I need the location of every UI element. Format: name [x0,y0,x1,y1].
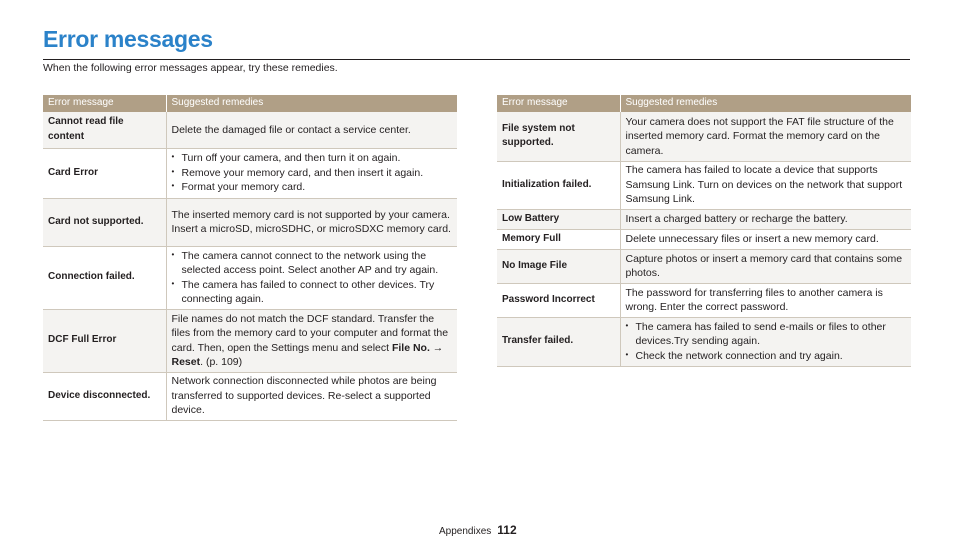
table-row [497,161,911,209]
remedy-cell: Insert a charged battery or recharge the battery. [620,209,911,229]
table-row [497,283,911,317]
remedy-bullet-list [172,151,453,195]
remedy-cell: Delete the damaged file or contact a service center. [166,112,457,148]
remedy-cell: Delete unnecessary files or insert a new memory card. [620,229,911,249]
page-title: Error messages [43,26,213,52]
column-header-suggested-remedies: Suggested remedies [620,95,911,112]
table-row [43,148,457,198]
menu-item-reset: Reset [171,356,201,368]
remedy-bullet-item: • Turn off your camera, and then turn it on again. [172,151,453,166]
remedy-cell: Your camera does not support the FAT file structure of the inserted memory card. Format the memory card on the camera. [620,112,911,161]
remedy-bullet-item: • Remove your memory card, and then insert it again. [172,166,453,181]
table-row [497,112,911,161]
remedy-cell [166,246,457,309]
page-footer [439,523,517,537]
remedy-cell: Capture photos or insert a memory card that contains some photos. [620,249,911,283]
table-header-row [43,95,457,112]
error-message-cell: Transfer failed. [497,317,620,366]
remedy-bullet-item: • The camera has failed to send e-mails or files to other devices.Try sending again. [626,320,907,349]
remedy-bullet-list [172,249,453,307]
table-row [43,112,457,148]
error-message-cell: Card not supported. [43,198,166,246]
table-row [497,317,911,366]
error-message-cell: Password Incorrect [497,283,620,317]
error-message-cell: Card Error [43,148,166,198]
remedy-bullet-item: • Check the network connection and try again. [626,349,907,364]
remedy-cell: The password for transferring files to another camera is wrong. Enter the correct password. [620,283,911,317]
remedy-bullet-item: • The camera has failed to connect to other devices. Try connecting again. [172,278,453,307]
remedy-cell [620,317,911,366]
intro-text: When the following error messages appear, try these remedies. [43,62,338,74]
error-message-cell: Connection failed. [43,246,166,309]
table-row [497,229,911,249]
menu-item-file-no: File No. [391,341,430,354]
remedy-text: File names do not match the DCF standard. Transfer the files from the memory card to your computer and format the card. Then, open the Settings menu and select [171,312,449,354]
error-message-cell: Low Battery [497,209,620,229]
error-message-cell: Initialization failed. [497,161,620,209]
error-message-cell: No Image File [497,249,620,283]
remedy-cell: Network connection disconnected while photos are being transferred to supported devices. Re-select a supported device. [166,372,457,420]
table-row [43,372,457,420]
table-row [43,309,457,372]
remedy-bullet-list [626,320,907,364]
error-message-cell: Device disconnected. [43,372,166,420]
error-message-cell: File system not supported. [497,112,620,161]
error-message-cell: Cannot read file content [43,112,166,148]
remedy-cell: The inserted memory card is not supported by your camera. Insert a microSD, microSDHC, or microSDXC memory card. [166,198,457,246]
table-header-row [497,95,911,112]
remedy-cell: The camera has failed to locate a device that supports Samsung Link. Turn on devices on the network that support Samsung Link. [620,161,911,209]
arrow-glyph: → [429,341,444,354]
column-header-suggested-remedies: Suggested remedies [166,95,457,112]
error-table-right [497,95,911,367]
remedy-cell [166,148,457,198]
table-row [43,198,457,246]
table-row [43,246,457,309]
table-row [497,209,911,229]
page-reference: . (p. 109) [200,356,243,368]
page-number: 112 [497,523,517,537]
error-message-cell: Memory Full [497,229,620,249]
column-header-error-message: Error message [497,95,620,112]
remedy-bullet-item: • Format your memory card. [172,180,453,195]
remedy-cell [166,309,457,372]
footer-section-label: Appendixes [439,526,492,537]
error-table-left [43,95,457,421]
table-row [497,249,911,283]
remedy-bullet-item: • The camera cannot connect to the network using the selected access point. Select another AP and try again. [172,249,453,278]
column-header-error-message: Error message [43,95,166,112]
error-message-cell: DCF Full Error [43,309,166,372]
title-divider [43,59,910,60]
